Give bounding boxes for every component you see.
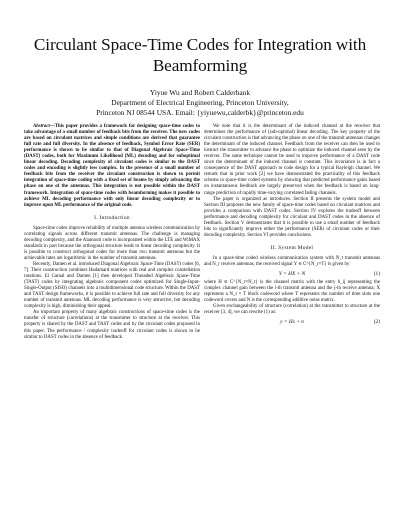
equation-2-number: (2) (373, 319, 380, 326)
abstract-lead: Abstract (33, 124, 50, 129)
affiliation-line-1: Department of Electrical Engineering, Princeton University, (111, 98, 289, 107)
author-block (0, 88, 400, 118)
abstract-text: —This paper provides a framework for designing space-time codes to take advantage of a small number of feedback bits from the receiver. The new codes are based on circulant matrices and simple conditions are derived that guarantee full rate and full diversity. In the absence of feedback, Symbol Error Rate (SER) performance is shown to be similar to that of Diagonal Algebraic Space-Time (DAST) codes, both for Maximum Likelihood (ML) decoding and for suboptimal linear decoding. Decoding complexity of circulant codes is similar to the DAST codes and encoding is slightly less complex. In the presence of a small number of feedback bits from the receiver the circulant construction is shown to permit integration of space-time coding with a fixed set of beams by simply advancing the phase on one of the antennas. This integration is not possible within the DAST framework. Integration of space-time codes with beamforming makes it possible to achieve ML decoding performance with only linear decoding complexity or to improve upon ML performance of the original code. (24, 124, 200, 208)
intro-paragraph-3: An important property of many algebraic constructions of space-time codes is the transfer of structure (correlations) at the transmitter to structure at the receiver. This property is shared by the DAST and TAST codes and by the circulant codes proposed in this paper. The performance / complexity tradeoff for circulant codes is shown to be similar to DAST codes in the absence of feedback. (24, 310, 200, 340)
right-paragraph-2: The paper is organized as introduces. Section II presents the system model and Section III proposes the new family of space-time codes based on circulant matrices and provides a comparison with DAST codes. Section IV explores the tradeoff between performance and decoding complexity for circulant and DAST codes in the absence of feedback. Section V demonstrates that it is possible to use a small number of feedback bits to significantly improve either the performance (SER) of circulant codes or their decoding complexity. Section VI provides conclusions. (204, 196, 380, 238)
paper-title: Circulant Space-Time Codes for Integration with Beamforming (33, 35, 367, 75)
intro-paragraph-2: Recently, Damen et al. introduced Diagonal Algebraic Space-Time (DAST) codes [6, 7]. Their construction combines Hadamard matrices with real and complex constellation rotations. El Gamal and Damen [1] then developed Threaded Algebraic Space-Time (TAST) codes by integrating algebraic component codes optimized for Single-Input-Single-Output (SISO) channels into a multidimensional code structure. Within the DAST and TAST design frameworks, it is possible to achieve full rate and full diversity for any number of transmit antennas. ML decoding performance is very attractive, but decoding complexity is high, diminishing their appeal. (24, 261, 200, 310)
right-paragraph-1: We note that it is the determinant of the induced channel at the receiver that determines the performance of (sub-optimal) linear decoding. The key property of the circulant construction is that advancing the phase on one of the transmit antennas changes the determinant of the induced channel. Feedback from the receiver can then be used to instruct the transmitter to advance the phase to optimize the induced channel seen by the receiver. The same technique cannot be used to improve performance of a DAST code since the determinant of the induced channel is constant. This invariance is in fact a consequence of the DAST approach to code design for a typical Rayleigh channel. We remark that in prior work [2] we have demonstrated the practicality of this feedback scheme in space-time coded systems by showing that predicted performance gains based on instantaneous feedback are largely preserved when the feedback is based on long-range prediction of rapidly time-varying correlated fading channels. (204, 124, 380, 196)
author-names: Yiyue Wu and Robert Calderbank (149, 88, 251, 97)
intro-paragraph-1: Space-time codes improve reliability of multiple antenna wireless communication by correlating signals across different transmit antennas. The challenge is managing decoding complexity, and the Alamouti code is incorporated within the LTE and WiMAX standards in part because the orthogonal structure leads to linear decoding complexity. It is possible to construct orthogonal codes for more than two transmit antennas but the achievable rates are logarithmic in the number of transmit antennas. (24, 225, 200, 261)
section-heading-system-model: II. System Model (270, 244, 314, 251)
system-model-paragraph-2: where H ∈ C^{N_r×N_t} is the channel matrix with the entry h_ij representing the complex channel gain between the i-th transmit antenna and the j-th receive antenna; X represents a N_t × T block codeword where T represents the number of time slots one codeword covers and N is the corresponding additive noise matrix. (204, 280, 380, 304)
equation-1-number: (1) (373, 271, 380, 278)
abstract (24, 124, 200, 209)
equation-2-body: y = Hs + n (280, 319, 304, 326)
equation-1 (204, 271, 380, 277)
equation-2 (204, 319, 380, 325)
equation-1-body: Y = HX + N (278, 271, 306, 278)
affiliation-line-2: Princeton NJ 08544 USA. Email: {yiyuewu,calderbk}@princeton.edu (96, 108, 304, 117)
section-heading-introduction: I. Introduction (94, 214, 130, 221)
right-column (204, 124, 380, 328)
system-model-paragraph-1: In a space-time coded wireless communication system with N_t transmit antennas and N_r receive antennas, the received signal Y ∈ C^{N_r×T} is given by (204, 255, 380, 267)
system-model-paragraph-3: Given exchangeability of structure (correlation) at the transmitter to structure at the receiver [3, 4], we can rewrite (1) as: (204, 304, 380, 316)
left-column (24, 124, 200, 341)
